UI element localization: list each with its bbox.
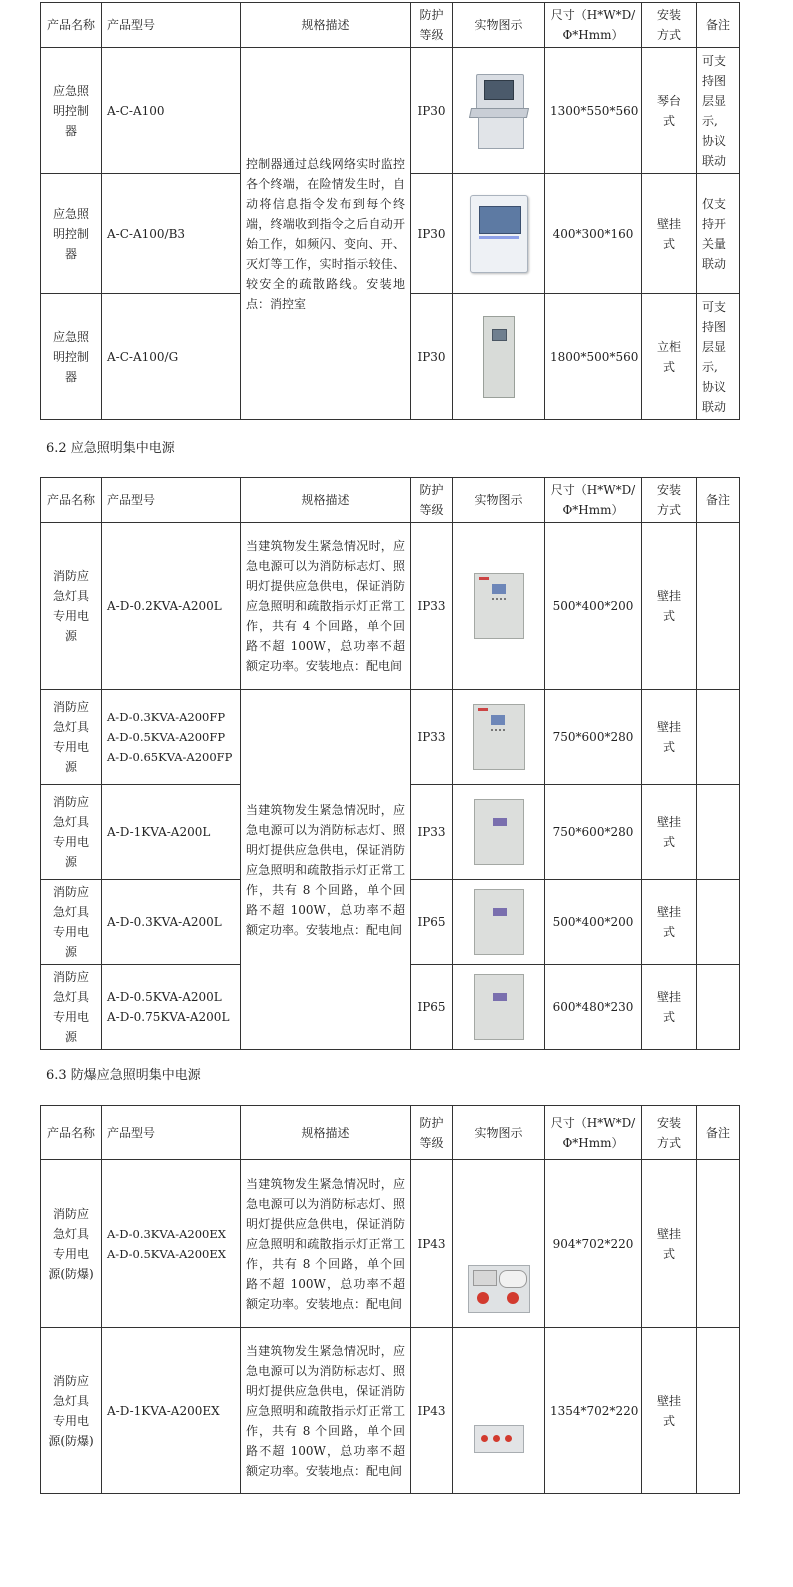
cabinet-controller-photo (483, 316, 515, 398)
header-size: 尺寸（H*W*D/ Φ*Hmm） (545, 3, 642, 48)
product-size: 1354*702*220 (545, 1328, 642, 1494)
ip-rating: IP65 (411, 965, 453, 1050)
ip-rating: IP33 (411, 785, 453, 880)
ip-rating: IP43 (411, 1160, 453, 1328)
product-model: A-C-A100/B3 (102, 174, 241, 294)
power-supply-table (40, 477, 740, 1050)
header-model: 产品型号 (102, 3, 241, 48)
mount-type: 壁挂 式 (642, 523, 697, 690)
header-mount: 安装 方式 (642, 478, 697, 523)
header-name: 产品名称 (41, 3, 102, 48)
product-photo (453, 294, 545, 420)
product-name: 消防应 急灯具 专用电 源 (41, 785, 102, 880)
table-row (41, 1160, 740, 1328)
product-model: A-D-0.5KVA-A200L A-D-0.75KVA-A200L (102, 965, 241, 1050)
table-row (41, 48, 740, 174)
product-note (697, 1328, 740, 1494)
header-ip: 防护 等级 (411, 1106, 453, 1160)
product-name: 消防应 急灯具 专用电 源(防爆) (41, 1160, 102, 1328)
header-photo: 实物图示 (453, 3, 545, 48)
product-size: 750*600*280 (545, 785, 642, 880)
spec-description: 当建筑物发生紧急情况时，应急电源可以为消防标志灯、照明灯提供应急供电，保证消防应急照明和疏散指示灯正常工作，共有 8 个回路，单个回路不超 100W，总功率不超额定功率。安装地点：配电间 (241, 1160, 411, 1328)
header-mount: 安装 方式 (642, 3, 697, 48)
spec-description: 当建筑物发生紧急情况时，应急电源可以为消防标志灯、照明灯提供应急供电，保证消防应急照明和疏散指示灯正常工作，共有 8 个回路，单个回路不超 100W，总功率不超额定功率。安装地点：配电间 (241, 1328, 411, 1494)
power-supply-photo (473, 704, 525, 770)
product-note (697, 523, 740, 690)
product-name: 消防应 急灯具 专用电 源 (41, 690, 102, 785)
section-title-6-3: 6.3 防爆应急照明集中电源 (46, 1068, 201, 1083)
spec-description: 控制器通过总线网络实时监控各个终端，在险情发生时，自动将信息指令发布到每个终端，终端收到指令之后自动开始工作，如频闪、变向、开、灭灯等工作，实时指示较佳、较安全的疏散路线。安装地点：消控室 (241, 48, 411, 420)
ip-rating: IP30 (411, 294, 453, 420)
ip-rating: IP33 (411, 690, 453, 785)
header-size: 尺寸（H*W*D/ Φ*Hmm） (545, 478, 642, 523)
product-photo (453, 48, 545, 174)
product-note (697, 785, 740, 880)
product-photo (453, 785, 545, 880)
product-photo (453, 174, 545, 294)
product-name: 消防应 急灯具 专用电 源(防爆) (41, 1328, 102, 1494)
product-photo (453, 880, 545, 965)
header-note: 备注 (697, 478, 740, 523)
product-note: 可支 持图 层显 示, 协议 联动 (697, 48, 740, 174)
mount-type: 壁挂 式 (642, 880, 697, 965)
product-size: 750*600*280 (545, 690, 642, 785)
ip-rating: IP43 (411, 1328, 453, 1494)
product-size: 400*300*160 (545, 174, 642, 294)
power-supply-photo (474, 889, 524, 955)
mount-type: 壁挂 式 (642, 965, 697, 1050)
product-size: 904*702*220 (545, 1160, 642, 1328)
product-note (697, 690, 740, 785)
product-model: A-C-A100/G (102, 294, 241, 420)
product-model: A-D-0.3KVA-A200FP A-D-0.5KVA-A200FP A-D-0.65KVA-A200FP (102, 690, 241, 785)
section-title-6-2: 6.2 应急照明集中电源 (46, 441, 175, 456)
header-note: 备注 (697, 3, 740, 48)
ip-rating: IP30 (411, 174, 453, 294)
product-photo (453, 523, 545, 690)
product-name: 应急照 明控制 器 (41, 174, 102, 294)
table-row (41, 1328, 740, 1494)
product-name: 消防应 急灯具 专用电 源 (41, 965, 102, 1050)
header-ip: 防护 等级 (411, 3, 453, 48)
product-size: 1300*550*560 (545, 48, 642, 174)
spec-description: 当建筑物发生紧急情况时，应急电源可以为消防标志灯、照明灯提供应急供电，保证消防应急照明和疏散指示灯正常工作，共有 4 个回路，单个回路不超 100W，总功率不超额定功率。安装地点：配电间 (241, 523, 411, 690)
mount-type: 壁挂 式 (642, 174, 697, 294)
ip-rating: IP65 (411, 880, 453, 965)
product-model: A-C-A100 (102, 48, 241, 174)
header-photo: 实物图示 (453, 1106, 545, 1160)
header-note: 备注 (697, 1106, 740, 1160)
product-size: 500*400*200 (545, 880, 642, 965)
console-controller-photo (470, 74, 528, 148)
table-row (41, 690, 740, 785)
product-model: A-D-0.2KVA-A200L (102, 523, 241, 690)
power-supply-photo (474, 573, 524, 639)
header-model: 产品型号 (102, 478, 241, 523)
product-name: 应急照 明控制 器 (41, 48, 102, 174)
spec-description: 当建筑物发生紧急情况时，应急电源可以为消防标志灯、照明灯提供应急供电，保证消防应急照明和疏散指示灯正常工作，共有 8 个回路，单个回路不超 100W，总功率不超额定功率。安装地点：配电间 (241, 690, 411, 1050)
product-photo (453, 965, 545, 1050)
product-note (697, 1160, 740, 1328)
product-model: A-D-0.3KVA-A200L (102, 880, 241, 965)
header-size: 尺寸（H*W*D/ Φ*Hmm） (545, 1106, 642, 1160)
mount-type: 壁挂 式 (642, 1160, 697, 1328)
header-photo: 实物图示 (453, 478, 545, 523)
header-ip: 防护 等级 (411, 478, 453, 523)
product-photo (453, 1160, 545, 1328)
controller-table (40, 2, 740, 420)
ip-rating: IP33 (411, 523, 453, 690)
power-supply-photo (474, 974, 524, 1040)
table-header-row (41, 3, 740, 48)
product-model: A-D-1KVA-A200EX (102, 1328, 241, 1494)
explosion-proof-table (40, 1105, 740, 1494)
mount-type: 立柜 式 (642, 294, 697, 420)
product-name: 消防应 急灯具 专用电 源 (41, 523, 102, 690)
product-name: 消防应 急灯具 专用电 源 (41, 880, 102, 965)
product-model: A-D-1KVA-A200L (102, 785, 241, 880)
table-header-row (41, 1106, 740, 1160)
ip-rating: IP30 (411, 48, 453, 174)
wall-controller-photo (470, 195, 528, 273)
product-note: 可支 持图 层显 示, 协议 联动 (697, 294, 740, 420)
header-spec: 规格描述 (241, 3, 411, 48)
explosion-proof-box-photo (474, 1425, 524, 1453)
header-spec: 规格描述 (241, 1106, 411, 1160)
header-spec: 规格描述 (241, 478, 411, 523)
product-size: 1800*500*560 (545, 294, 642, 420)
mount-type: 琴台 式 (642, 48, 697, 174)
mount-type: 壁挂 式 (642, 690, 697, 785)
header-model: 产品型号 (102, 1106, 241, 1160)
table-header-row (41, 478, 740, 523)
product-size: 600*480*230 (545, 965, 642, 1050)
table-row (41, 523, 740, 690)
product-note (697, 965, 740, 1050)
product-photo (453, 1328, 545, 1494)
mount-type: 壁挂 式 (642, 785, 697, 880)
power-supply-photo (474, 799, 524, 865)
product-note: 仅支 持开 关量 联动 (697, 174, 740, 294)
header-name: 产品名称 (41, 1106, 102, 1160)
mount-type: 壁挂 式 (642, 1328, 697, 1494)
header-name: 产品名称 (41, 478, 102, 523)
explosion-proof-box-photo (468, 1265, 530, 1313)
product-note (697, 880, 740, 965)
product-size: 500*400*200 (545, 523, 642, 690)
product-model: A-D-0.3KVA-A200EX A-D-0.5KVA-A200EX (102, 1160, 241, 1328)
product-photo (453, 690, 545, 785)
product-name: 应急照 明控制 器 (41, 294, 102, 420)
header-mount: 安装 方式 (642, 1106, 697, 1160)
